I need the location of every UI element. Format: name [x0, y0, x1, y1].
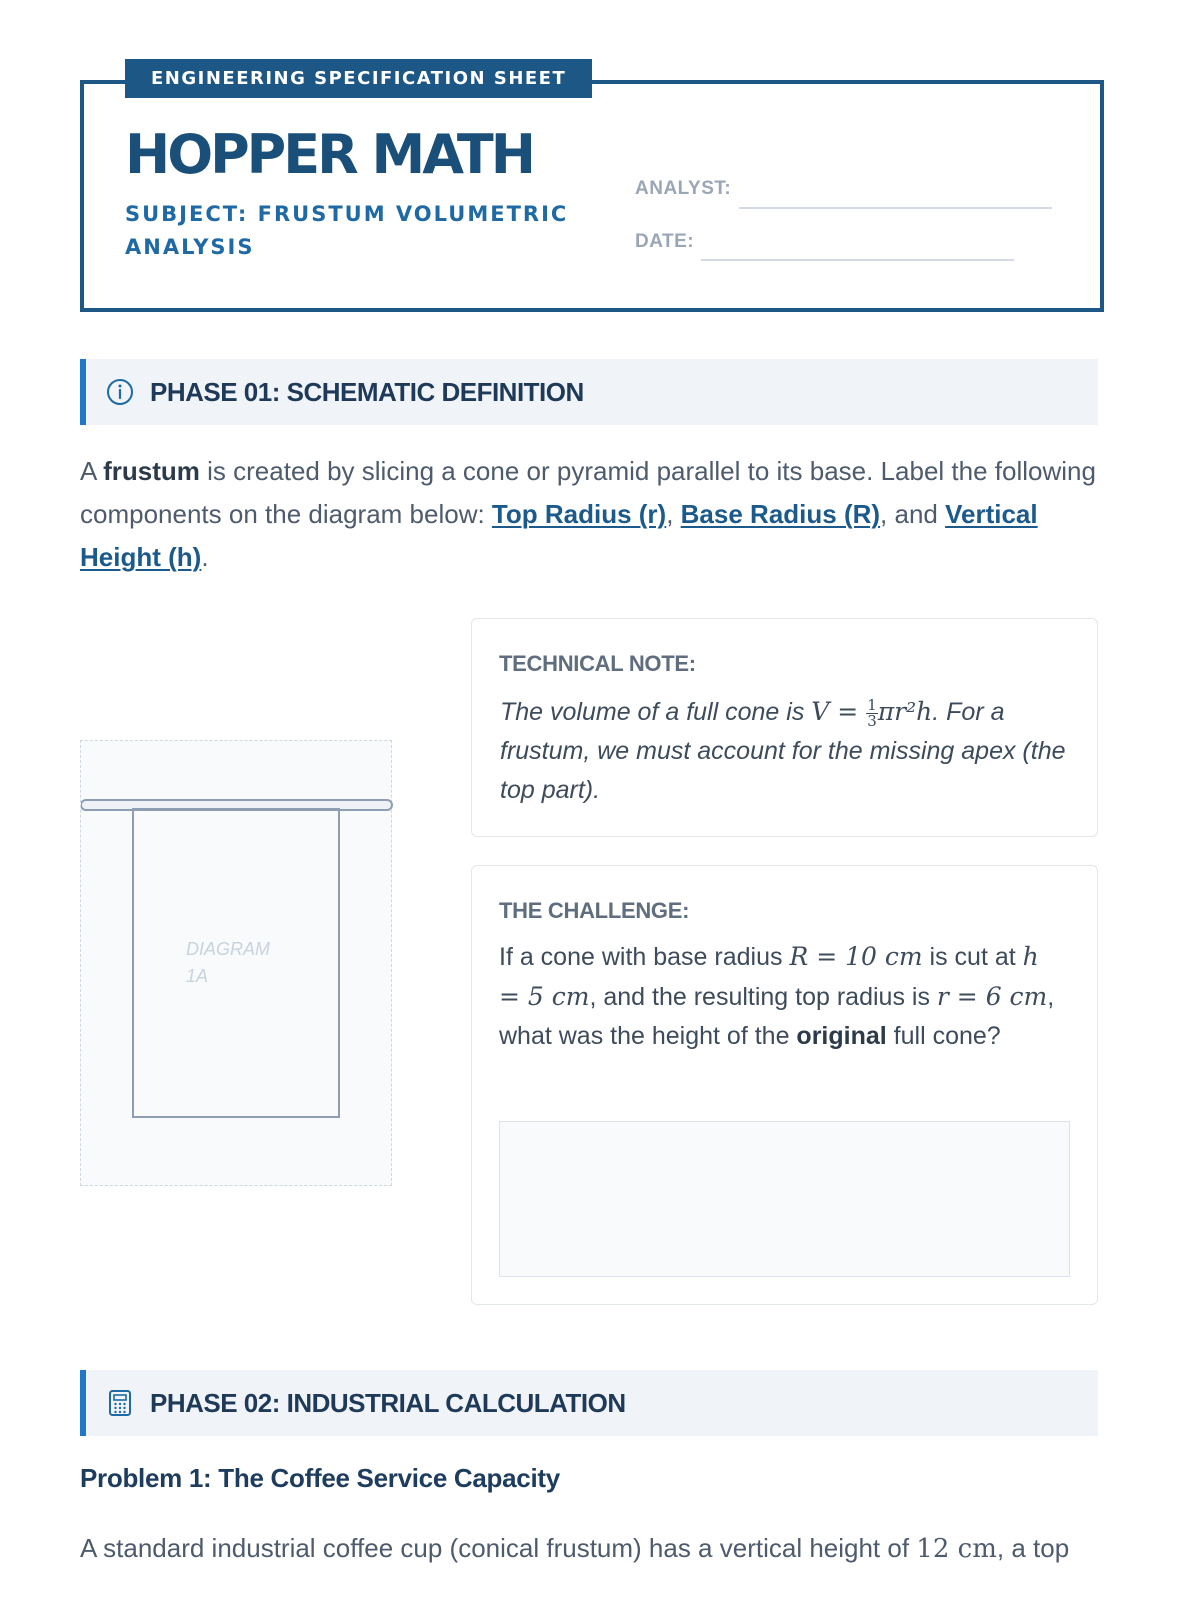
formula-terms: πr²h [877, 697, 933, 726]
answer-input-area[interactable] [499, 1121, 1070, 1277]
emphasis-original: original [796, 1022, 887, 1050]
analyst-field[interactable] [739, 207, 1052, 209]
problem-text-part: A standard industrial coffee cup (conical frustum) has a vertical height of [80, 1533, 917, 1563]
subject-line: SUBJECT: FRUSTUM VOLUMETRIC ANALYSIS [125, 202, 569, 259]
term-frustum: frustum [103, 456, 200, 486]
math-base-radius: R = 10 cm [789, 942, 923, 971]
sheet-tag: ENGINEERING SPECIFICATION SHEET [125, 59, 592, 98]
formula-volume: V [811, 697, 830, 726]
analyst-label: ANALYST: [635, 178, 732, 199]
diagram-caption: DIAGRAM 1A [186, 939, 271, 986]
problem-1-text [80, 1528, 1120, 1569]
phase1-header [80, 359, 1098, 425]
technical-note-card [471, 618, 1098, 837]
challenge-text-part: full cone? [886, 1022, 1001, 1050]
diagram-canvas[interactable] [80, 740, 392, 1186]
date-label: DATE: [635, 231, 695, 252]
note-text: . For a frustum, we must account for the missing apex (the top part). [500, 698, 1066, 804]
technical-note-text [500, 692, 1070, 810]
calculator-icon [106, 1389, 134, 1417]
fraction-denominator: 3 [867, 711, 877, 730]
formula-fraction [866, 695, 878, 730]
fraction-numerator: 1 [867, 695, 877, 714]
math-cup-height: 12 cm [916, 1534, 997, 1564]
intro-paragraph [80, 450, 1100, 579]
period: . [201, 542, 209, 572]
separator: , [666, 499, 681, 529]
challenge-text-part: If a cone with base radius [499, 943, 790, 971]
formula-equals: = [829, 697, 867, 726]
math-top-radius: r = 6 cm [936, 982, 1048, 1011]
page-title: HOPPER MATH [125, 123, 533, 186]
challenge-text-part: is cut at [922, 943, 1023, 971]
separator: , and [880, 499, 946, 529]
problem-text-part: , a top [996, 1533, 1070, 1563]
phase1-title: PHASE 01: SCHEMATIC DEFINITION [150, 377, 584, 407]
info-circle-icon [106, 378, 134, 406]
date-field[interactable] [701, 259, 1014, 261]
intro-text: is created by slicing a cone or pyramid parallel to its base. Label the following components on the diagram below: [80, 456, 1096, 529]
challenge-text [499, 937, 1059, 1056]
challenge-label: THE CHALLENGE: [499, 898, 690, 923]
challenge-text-part: , what was the height of the [499, 983, 1055, 1050]
note-text: The volume of a full cone is [500, 698, 812, 726]
phase2-header [80, 1370, 1098, 1436]
phase2-title: PHASE 02: INDUSTRIAL CALCULATION [150, 1388, 626, 1418]
problem-1-title: Problem 1: The Coffee Service Capacity [80, 1463, 560, 1493]
math-height: h = 5 cm [499, 942, 1039, 1011]
header-frame [80, 80, 1104, 312]
link-base-radius[interactable]: Base Radius (R) [680, 499, 881, 529]
technical-note-label: TECHNICAL NOTE: [499, 651, 696, 676]
link-top-radius[interactable]: Top Radius (r) [491, 499, 667, 529]
challenge-text-part: , and the resulting top radius is [589, 983, 937, 1011]
link-vertical-height[interactable]: Vertical Height (h) [80, 499, 1038, 572]
intro-text: A [80, 456, 104, 486]
